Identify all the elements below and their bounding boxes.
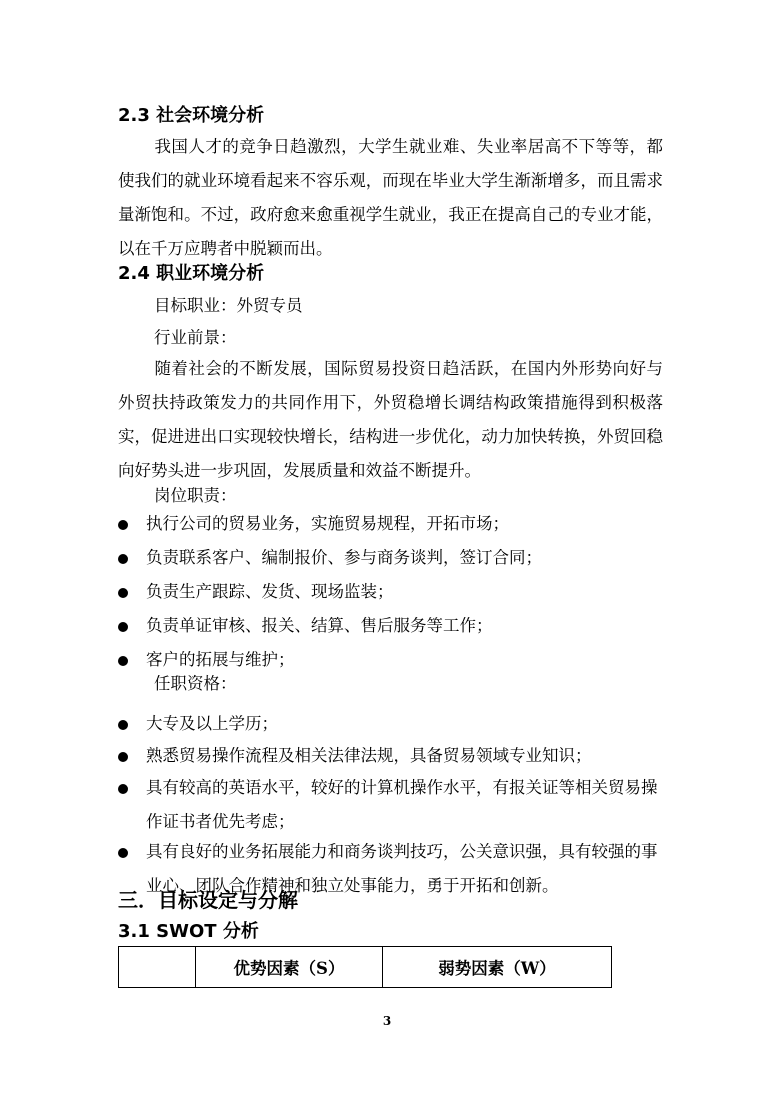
bullet-icon xyxy=(118,622,128,632)
bullet-icon xyxy=(118,656,128,666)
social-environment-text: 我国人才的竞争日趋激烈，大学生就业难、失业率居高不下等等，都使我们的就业环境看起来不容乐观，而现在毕业大学生渐渐增多，而且需求量渐饱和。不过，政府愈来愈重视学生就业，我正在提高自己的专业才能，以在千万应聘者中脱颖而出。 xyxy=(118,137,663,258)
bullet-icon xyxy=(118,520,128,530)
table-header-strengths: 优势因素（S） xyxy=(196,947,383,988)
bullet-icon xyxy=(118,752,128,762)
table-header-weaknesses: 弱势因素（W） xyxy=(383,947,612,988)
qualification-text: 熟悉贸易操作流程及相关法律法规，具备贸易领域专业知识； xyxy=(146,746,592,765)
section-heading-3: 三．目标设定与分解 xyxy=(118,888,298,912)
bullet-icon xyxy=(118,588,128,598)
swot-table xyxy=(118,946,612,988)
table-cell-empty xyxy=(119,947,196,988)
qualification-text: 大专及以上学历； xyxy=(146,714,278,733)
target-job: 目标职业：外贸专员 xyxy=(154,296,303,315)
qualification-text: 具有良好的业务拓展能力和商务谈判技巧，公关意识强，具有较强的事业心、团队合作精神和独立处事能力，勇于开拓和创新。 xyxy=(146,842,658,895)
duty-text: 客户的拓展与维护； xyxy=(146,650,295,669)
bullet-icon xyxy=(118,554,128,564)
bullet-icon xyxy=(118,720,128,730)
section-heading-2-3: 2.3 社会环境分析 xyxy=(118,105,265,126)
social-environment-paragraph xyxy=(118,130,663,266)
qualifications-label: 任职资格： xyxy=(154,674,237,693)
bullet-icon xyxy=(118,848,128,858)
bullet-icon xyxy=(118,784,128,794)
industry-paragraph xyxy=(118,352,663,488)
industry-text: 随着社会的不断发展，国际贸易投资日趋活跃，在国内外形势向好与外贸扶持政策发力的共同作用下，外贸稳增长调结构政策措施得到积极落实，促进进出口实现较快增长，结构进一步优化，动力加快转换，外贸回稳向好势头进一步巩固，发展质量和效益不断提升。 xyxy=(118,359,663,480)
duties-label: 岗位职责： xyxy=(154,486,237,505)
duty-text: 执行公司的贸易业务，实施贸易规程，开拓市场； xyxy=(146,514,509,533)
table-row xyxy=(119,947,612,988)
section-heading-3-1: 3.1 SWOT 分析 xyxy=(118,921,259,942)
duty-text: 负责单证审核、报关、结算、售后服务等工作； xyxy=(146,616,493,635)
industry-label: 行业前景： xyxy=(154,328,237,347)
duty-text: 负责生产跟踪、发货、现场监装； xyxy=(146,582,394,601)
page-number: 3 xyxy=(382,1014,392,1028)
qualification-text: 具有较高的英语水平，较好的计算机操作水平，有报关证等相关贸易操作证书者优先考虑； xyxy=(146,778,658,831)
section-heading-2-4: 2.4 职业环境分析 xyxy=(118,263,265,284)
duty-text: 负责联系客户、编制报价、参与商务谈判，签订合同； xyxy=(146,548,542,567)
